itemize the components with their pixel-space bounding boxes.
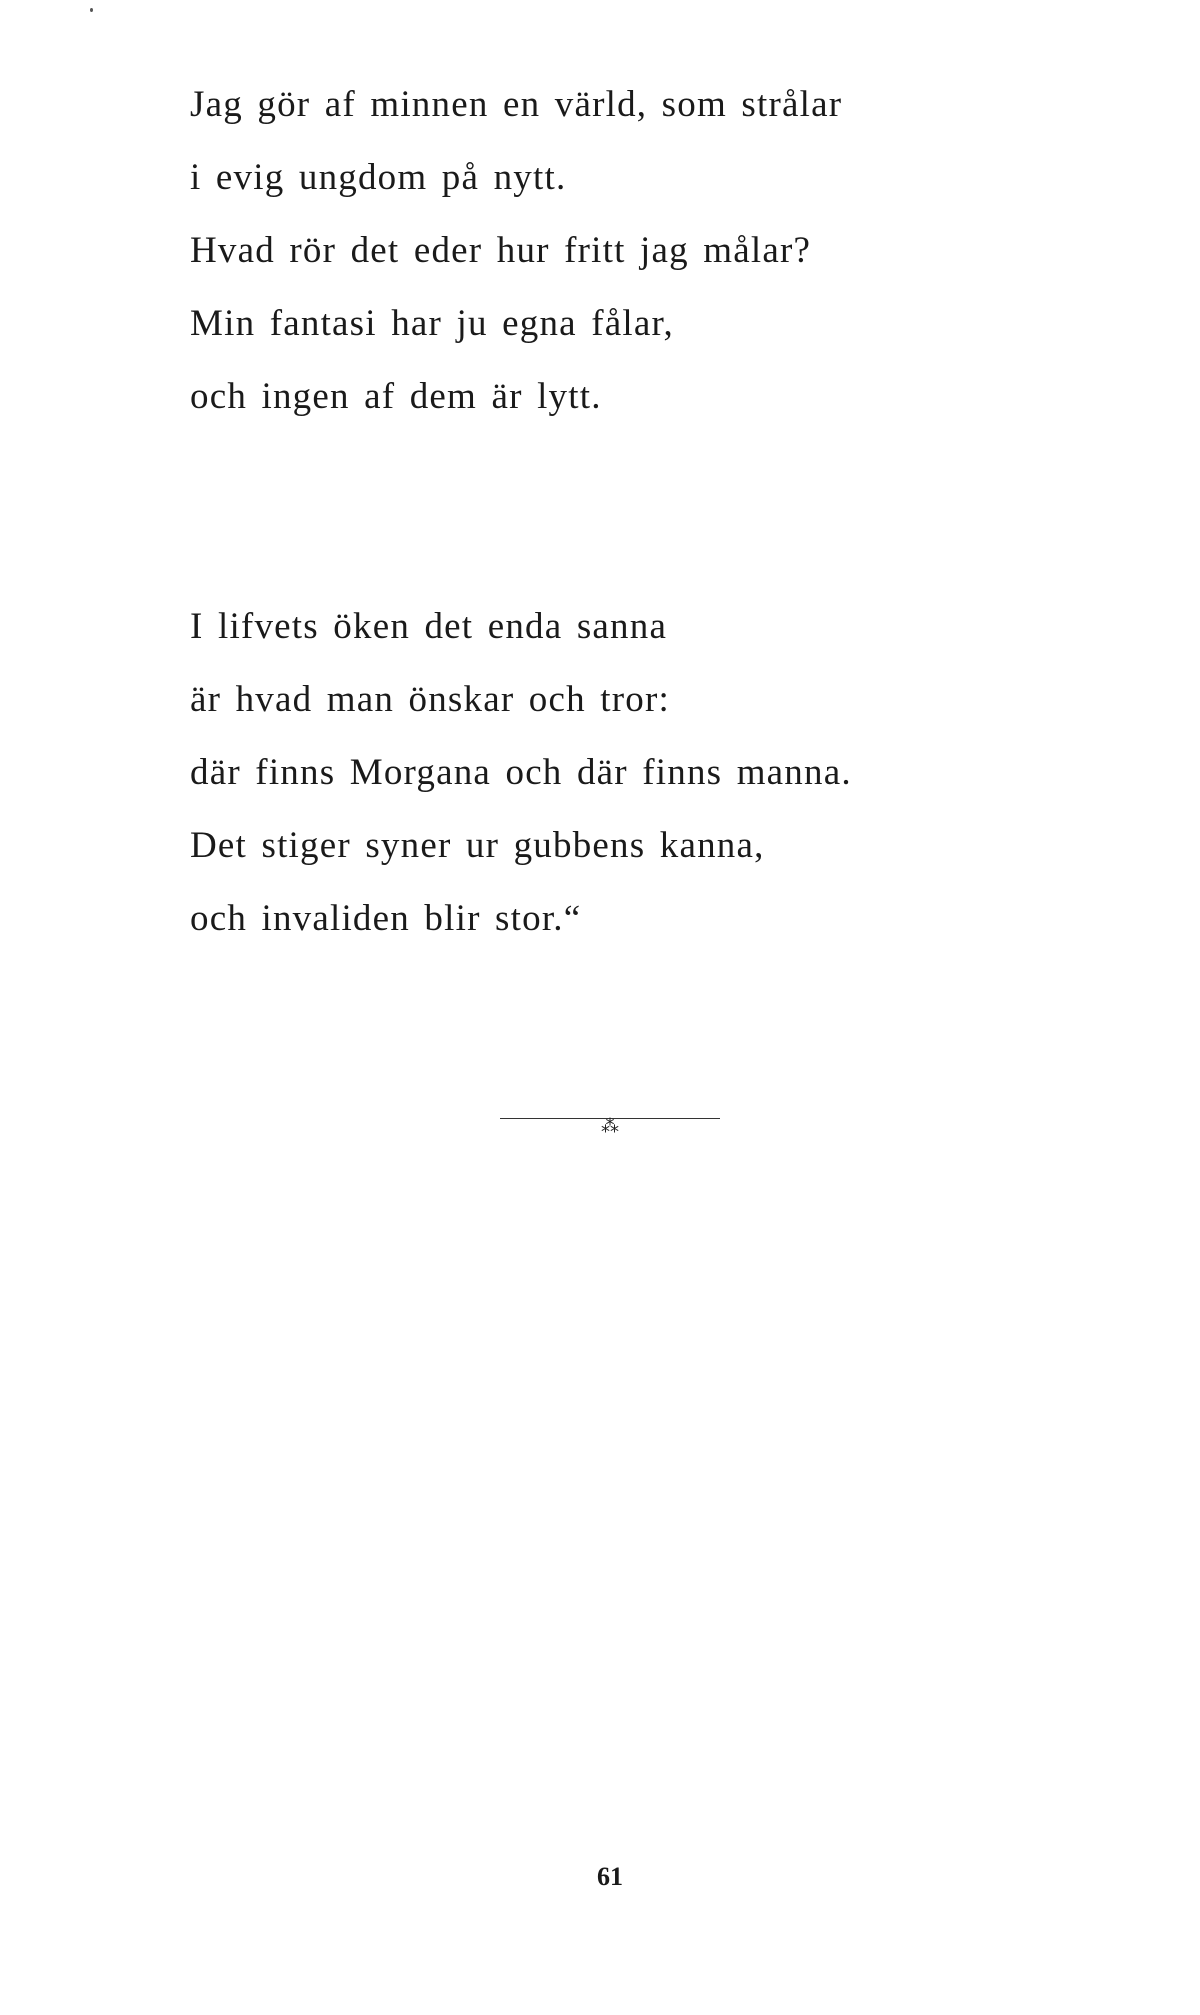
scan-speck	[90, 8, 93, 12]
verse-line: I lifvets öken det enda sanna	[190, 606, 668, 647]
asterism-icon: ⁂	[601, 1116, 619, 1137]
section-end-ornament	[500, 1110, 720, 1150]
verse-line: och invaliden blir stor.“	[190, 898, 582, 939]
verse-line: i evig ungdom på nytt.	[190, 157, 567, 198]
verse-line: Min fantasi har ju egna fålar,	[190, 303, 674, 344]
verse-line: där finns Morgana och där finns manna.	[190, 752, 852, 793]
page-number: 61	[597, 1862, 623, 1891]
verse-line: Jag gör af minnen en värld, som strålar	[190, 84, 843, 125]
verse-line: Hvad rör det eder hur fritt jag målar?	[190, 230, 812, 271]
verse-line: Det stiger syner ur gubbens kanna,	[190, 825, 765, 866]
stanza-1	[190, 68, 1090, 433]
verse-line: och ingen af dem är lytt.	[190, 376, 602, 417]
verse-line: är hvad man önskar och tror:	[190, 679, 670, 720]
stanza-2	[190, 590, 1090, 955]
